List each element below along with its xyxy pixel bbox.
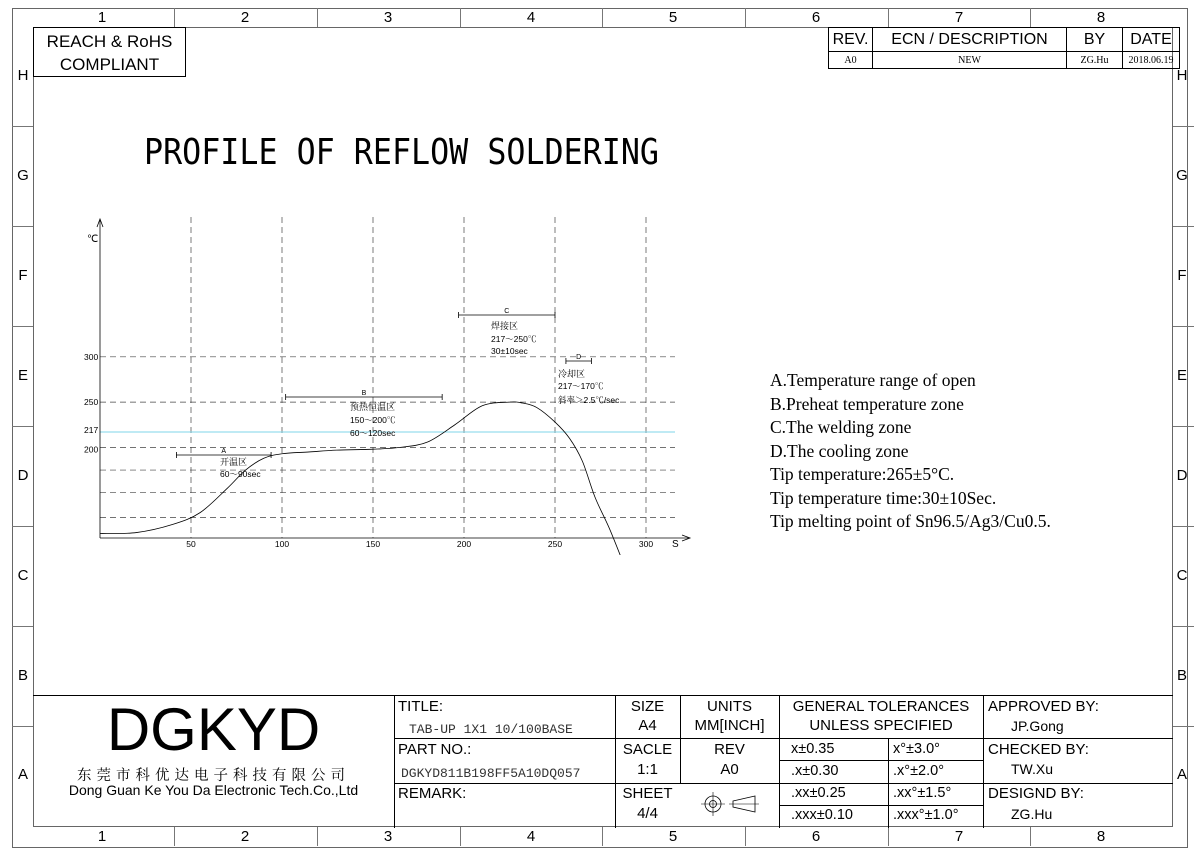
x-tick-label: 50 — [186, 539, 196, 549]
column-divider-tick — [460, 827, 461, 846]
row-divider-tick — [12, 626, 33, 627]
tol-angular-1: .x°±2.0° — [893, 763, 944, 779]
row-marker-D-left: D — [17, 467, 29, 484]
compliance-box — [33, 27, 186, 77]
column-divider-tick — [602, 827, 603, 846]
row-divider-tick — [1173, 526, 1194, 527]
row-divider-tick — [1173, 626, 1194, 627]
column-divider-tick — [174, 827, 175, 846]
sheet-value: 4/4 — [637, 805, 658, 822]
approved-label: APPROVED BY: — [988, 698, 1099, 715]
row-marker-G-right: G — [1176, 167, 1188, 184]
column-divider-tick — [1030, 827, 1031, 846]
units-label: UNITS — [707, 698, 752, 715]
row-divider-tick — [1173, 326, 1194, 327]
row-divider-tick — [1173, 126, 1194, 127]
column-marker-3-bottom: 3 — [383, 828, 393, 845]
row-divider-tick — [12, 126, 33, 127]
column-marker-2-bottom: 2 — [240, 828, 250, 845]
tol-angular-3: .xxx°±1.0° — [893, 807, 959, 823]
revision-table — [828, 27, 1180, 69]
row-marker-F-right: F — [1177, 267, 1187, 284]
rev-header: REV. — [829, 28, 873, 52]
designed-label: DESIGND BY: — [988, 785, 1084, 802]
zone-D-letter: D — [576, 354, 582, 361]
zone-d-rate: 斜率＞2.5℃/sec — [558, 395, 620, 405]
designed-value: ZG.Hu — [1011, 806, 1053, 822]
tol-linear-3: .xxx±0.10 — [791, 807, 853, 823]
title-value: TAB-UP 1X1 10/100BASE — [409, 722, 573, 737]
date-header: DATE — [1123, 28, 1180, 52]
y-tick-label: 217 — [84, 424, 99, 435]
column-divider-tick — [174, 8, 175, 27]
zone-d-name: 冷却区 — [558, 369, 586, 379]
row-marker-B-right: B — [1176, 667, 1187, 684]
zone-a-time: 60～90sec — [220, 469, 261, 479]
tol-angular-0: x°±3.0° — [893, 741, 940, 757]
note-zone-c: C.The welding zone — [770, 417, 912, 437]
zone-A-letter: A — [221, 448, 227, 455]
scale-value: 1:1 — [637, 761, 658, 778]
row-marker-E-right: E — [1176, 367, 1187, 384]
zone-c-temp: 217～250℃ — [491, 334, 537, 344]
units-value: MM[INCH] — [694, 717, 765, 734]
column-marker-3-top: 3 — [383, 9, 393, 26]
row-divider-tick — [12, 226, 33, 227]
by-header: BY — [1067, 28, 1123, 52]
column-marker-6-top: 6 — [811, 9, 821, 26]
column-marker-8-top: 8 — [1096, 9, 1106, 26]
row-marker-B-left: B — [17, 667, 28, 684]
x-tick-label: 150 — [365, 539, 381, 549]
column-divider-tick — [888, 8, 889, 27]
title-block — [33, 695, 1173, 828]
column-marker-5-bottom: 5 — [668, 828, 678, 845]
remark-label: REMARK: — [398, 785, 467, 802]
ecn-header: ECN / DESCRIPTION — [873, 28, 1067, 52]
y-axis-label: ℃ — [87, 234, 99, 245]
note-zone-d: D.The cooling zone — [770, 440, 909, 461]
x-tick-label: 300 — [638, 539, 654, 549]
checked-label: CHECKED BY: — [988, 741, 1089, 758]
row-divider-tick — [12, 326, 33, 327]
column-marker-1-top: 1 — [97, 9, 107, 26]
column-divider-tick — [317, 8, 318, 27]
row-marker-H-right: H — [1176, 67, 1188, 84]
ecn-value: NEW — [873, 52, 1067, 69]
row-divider-tick — [12, 526, 33, 527]
row-divider-tick — [1173, 226, 1194, 227]
row-marker-G-left: G — [17, 167, 29, 184]
compliance-line-1: REACH & RoHS — [46, 32, 173, 51]
tol-linear-0: x±0.35 — [791, 741, 835, 757]
row-marker-E-left: E — [17, 367, 28, 384]
row-divider-tick — [1173, 726, 1194, 727]
rev-label: REV — [714, 741, 745, 758]
zone-d-temp: 217～170℃ — [558, 381, 604, 391]
size-value: A4 — [638, 717, 657, 734]
projection-symbol-icon — [695, 790, 765, 820]
y-tick-label: 250 — [84, 397, 99, 408]
title-label: TITLE: — [398, 698, 444, 715]
column-divider-tick — [460, 8, 461, 27]
column-divider-tick — [317, 827, 318, 846]
compliance-line-2: COMPLIANT — [59, 55, 160, 74]
note-tip-temperature: Tip temperature:265±5°C. — [770, 464, 955, 484]
company-logo: DGKYD — [106, 696, 321, 763]
column-marker-5-top: 5 — [668, 9, 678, 26]
company-name-cn: 东莞市科优达电子科技有限公司 — [77, 768, 350, 784]
column-marker-7-top: 7 — [954, 9, 964, 26]
rev-value: A0 — [829, 52, 873, 69]
rev-value-tb: A0 — [720, 761, 739, 778]
row-divider-tick — [12, 426, 33, 427]
row-marker-A-right: A — [1176, 766, 1187, 783]
row-marker-F-left: F — [18, 267, 28, 284]
reflow-profile-chart — [60, 205, 710, 555]
x-axis-label: S — [672, 539, 679, 550]
profile-notes — [770, 369, 1051, 534]
zone-B-letter: B — [361, 390, 367, 397]
row-marker-D-right: D — [1176, 467, 1188, 484]
zone-b-time: 60～120sec — [350, 428, 396, 438]
tolerance-header-1: GENERAL TOLERANCES — [792, 698, 970, 715]
column-divider-tick — [1030, 8, 1031, 27]
zone-b-name: 预热恒温区 — [350, 402, 396, 412]
x-tick-label: 250 — [547, 539, 563, 549]
y-tick-label: 300 — [84, 351, 99, 362]
note-zone-a: A.Temperature range of open — [770, 370, 976, 390]
tol-linear-2: .xx±0.25 — [791, 785, 846, 801]
column-divider-tick — [888, 827, 889, 846]
size-label: SIZE — [630, 698, 665, 715]
note-tip-time: Tip temperature time:30±10Sec. — [770, 487, 997, 508]
company-name-en: Dong Guan Ke You Da Electronic Tech.Co.,Ltd — [68, 782, 359, 798]
zone-a-name: 开温区 — [220, 457, 248, 467]
column-marker-8-bottom: 8 — [1096, 828, 1106, 845]
zone-C-letter: C — [504, 308, 510, 315]
note-melting-point: Tip melting point of Sn96.5/Ag3/Cu0.5. — [770, 511, 1051, 531]
column-marker-6-bottom: 6 — [811, 828, 821, 845]
column-divider-tick — [602, 8, 603, 27]
column-marker-4-top: 4 — [526, 9, 536, 26]
column-divider-tick — [745, 8, 746, 27]
date-value: 2018.06.19 — [1123, 52, 1180, 69]
row-divider-tick — [1173, 426, 1194, 427]
zone-c-time: 30±10sec — [491, 346, 528, 356]
checked-value: TW.Xu — [1011, 761, 1054, 777]
y-tick-label: 200 — [84, 444, 99, 455]
scale-label: SACLE — [622, 741, 673, 758]
by-value: ZG.Hu — [1067, 52, 1123, 69]
zone-c-name: 焊接区 — [491, 321, 519, 331]
row-divider-tick — [12, 726, 33, 727]
part-no-label: PART NO.: — [398, 741, 472, 758]
column-marker-1-bottom: 1 — [97, 828, 107, 845]
row-marker-H-left: H — [17, 67, 29, 84]
column-marker-7-bottom: 7 — [954, 828, 964, 845]
sheet-label: SHEET — [622, 785, 673, 802]
tolerance-header-2: UNLESS SPECIFIED — [809, 717, 953, 734]
tol-linear-1: .x±0.30 — [791, 763, 839, 779]
x-tick-label: 100 — [274, 539, 290, 549]
x-tick-label: 200 — [456, 539, 472, 549]
row-marker-C-left: C — [17, 567, 29, 584]
approved-value: JP.Gong — [1011, 718, 1064, 734]
zone-b-temp: 150～200℃ — [350, 415, 396, 425]
drawing-title: PROFILE OF REFLOW SOLDERING — [144, 132, 659, 173]
column-marker-4-bottom: 4 — [526, 828, 536, 845]
column-divider-tick — [745, 827, 746, 846]
tol-angular-2: .xx°±1.5° — [893, 785, 952, 801]
column-marker-2-top: 2 — [240, 9, 250, 26]
row-marker-C-right: C — [1176, 567, 1188, 584]
note-zone-b: B.Preheat temperature zone — [770, 393, 964, 414]
row-marker-A-left: A — [17, 766, 28, 783]
part-no-value: DGKYD811B198FF5A10DQ057 — [401, 766, 581, 781]
